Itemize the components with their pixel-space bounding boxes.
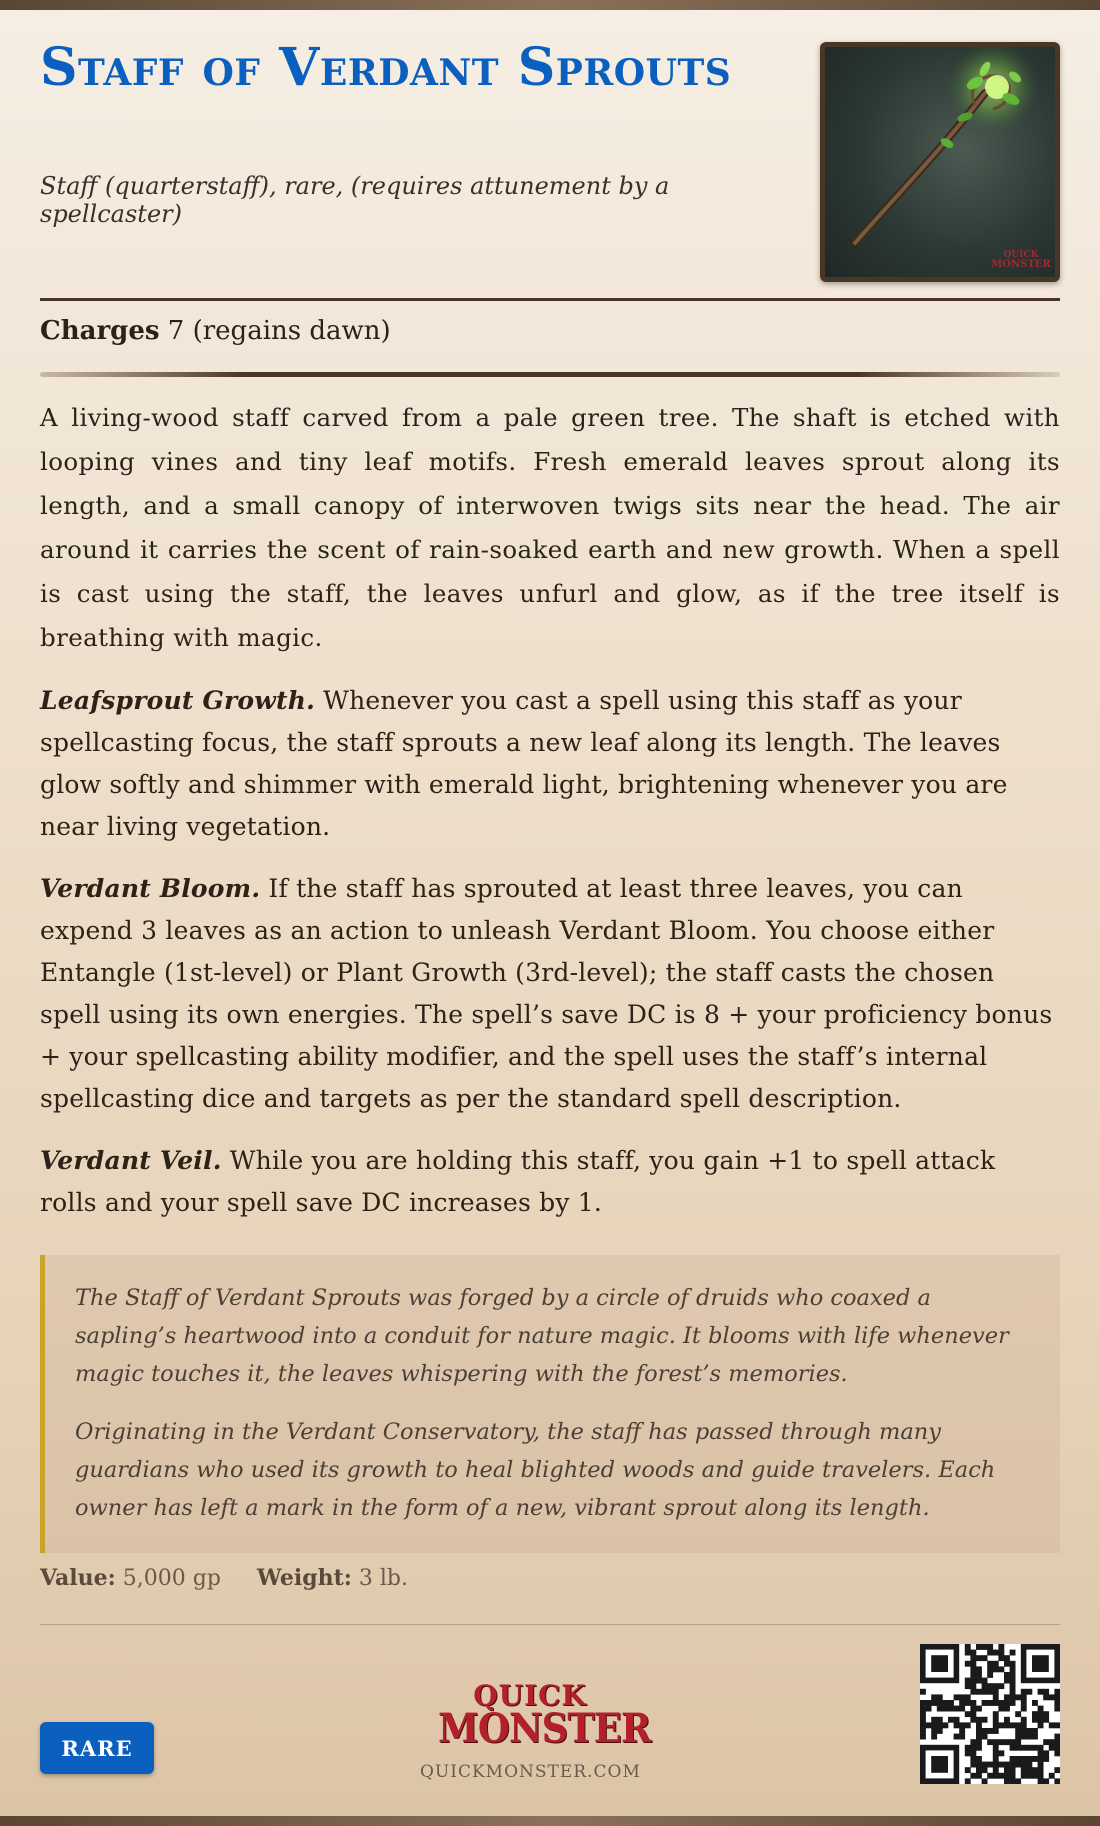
feature-text: While you are holding this staff, you gain +1 to spell attack rolls and your spell save DC increases by 1. xyxy=(40,1146,996,1217)
top-border xyxy=(0,0,1100,10)
feature-text: If the staff has sprouted at least three leaves, you can expend 3 leaves as an action to unleash Verdant Bloom. You choose either Entangle (1st-level) or Plant Growth (3rd-level); the staff casts the chosen spell using its own energies. The spell’s save DC is 8 + your proficiency bonus + your spellcasting ability modifier, and the spell uses the staff’s internal spellcasting dice and targets as per the standard spell description. xyxy=(40,874,1053,1113)
section-divider xyxy=(40,372,1060,377)
feature-leafsprout-growth xyxy=(40,680,1060,848)
quick-monster-logo[interactable] xyxy=(430,1679,651,1752)
logo-line2: MONSTER xyxy=(438,1705,651,1752)
art-watermark-line2: MONSTER xyxy=(991,259,1051,270)
lore-paragraph: Originating in the Verdant Conservatory, the staff has passed through many guardians who used its growth to heal blighted woods and guide travelers. Each owner has left a mark in the form of a new, vibrant sprout along its length. xyxy=(75,1419,996,1521)
logo-line1: QUICK xyxy=(473,1679,587,1712)
item-card xyxy=(40,10,1060,1816)
feature-text: Whenever you cast a spell using this staff as your spellcasting focus, the staff sprouts a new leaf along its length. The leaves glow softly and shimmer with emerald light, brightening whenever you are near living vegetation. xyxy=(40,686,1008,841)
feature-verdant-bloom xyxy=(40,868,1060,1120)
charges-label: Charges xyxy=(40,316,160,346)
card-body xyxy=(40,396,1060,1224)
footer-divider xyxy=(40,1624,1060,1625)
feature-name: Verdant Veil. xyxy=(40,1146,222,1175)
item-description: A living-wood staff carved from a pale green tree. The shaft is etched with looping vines and tiny leaf motifs. Fresh emerald leaves sprout along its length, and a small canopy of interwoven twigs sits near the head. The air around it carries the scent of rain-soaked earth and new growth. When a spell is cast using the staff, the leaves unfurl and glow, as if the tree itself is breathing with magic. xyxy=(40,403,1060,652)
feature-verdant-veil xyxy=(40,1140,1060,1224)
rarity-button[interactable]: RARE xyxy=(40,1722,154,1774)
value-label: Value: xyxy=(40,1565,116,1591)
item-title: Staff of Verdant Sprouts xyxy=(40,37,732,98)
weight-label: Weight: xyxy=(256,1565,352,1591)
lore-box xyxy=(40,1255,1060,1553)
weight-amount: 3 lb. xyxy=(358,1566,408,1591)
item-meta xyxy=(40,1565,408,1591)
site-link[interactable]: QUICKMONSTER.COM xyxy=(420,1762,641,1782)
feature-name: Leafsprout Growth. xyxy=(40,686,316,715)
bottom-border xyxy=(0,1816,1100,1826)
card-header xyxy=(40,10,1060,300)
charges-value: 7 (regains dawn) xyxy=(167,316,391,346)
feature-name: Verdant Bloom. xyxy=(40,874,261,903)
art-watermark-line1: QUICK xyxy=(1003,250,1039,260)
qr-code-icon xyxy=(920,1644,1060,1784)
lore-paragraph: The Staff of Verdant Sprouts was forged by a circle of druids who coaxed a sapling’s heartwood into a conduit for nature magic. It blooms with life whenever magic touches it, the leaves whispering with the forest’s memories. xyxy=(75,1285,1009,1387)
value-amount: 5,000 gp xyxy=(122,1566,221,1591)
staff-illustration xyxy=(820,42,1060,282)
charges-line xyxy=(40,316,391,346)
header-divider xyxy=(40,298,1060,301)
item-subtitle: Staff (quarterstaff), rare, (requires attunement by a spellcaster) xyxy=(40,172,670,228)
